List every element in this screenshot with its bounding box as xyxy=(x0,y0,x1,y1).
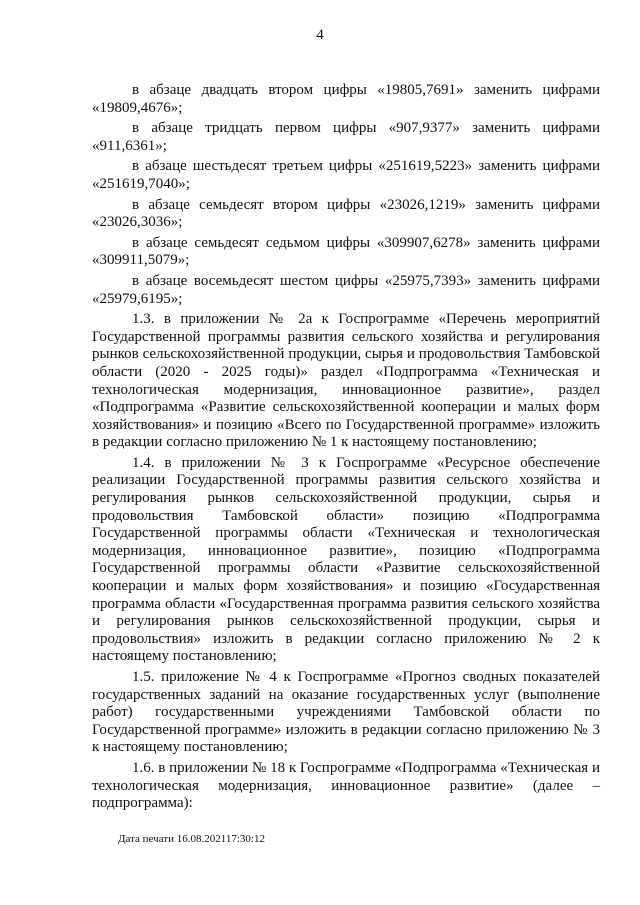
document-body xyxy=(92,82,600,816)
page-number: 4 xyxy=(316,27,324,43)
paragraph-amend-63: в абзаце шестьдесят третьем цифры «251619,5223» заменить цифрами «251619,7040»; xyxy=(92,158,600,192)
paragraph-amend-77: в абзаце семьдесят седьмом цифры «309907,6278» заменить цифрами «309911,5079»; xyxy=(92,234,600,269)
print-date-footer: Дата печати 16.08.202117:30:12 xyxy=(118,833,265,845)
paragraph-amend-86: в абзаце восемьдесят шестом цифры «25975,7393» заменить цифрами «25979,6195»; xyxy=(92,272,600,307)
paragraph-amend-31: в абзаце тридцать первом цифры «907,9377» заменить цифрами «911,6361»; xyxy=(92,120,600,154)
paragraph-1-6: 1.6. в приложении № 18 к Госпрограмме «Подпрограмма «Техническая и технологическая модернизация, инновационное развитие» (далее – подпрограмма): xyxy=(92,759,600,812)
paragraph-amend-22: в абзаце двадцать втором цифры «19805,7691» заменить цифрами «19809,4676»; xyxy=(92,82,600,116)
paragraph-amend-72: в абзаце семьдесят втором цифры «23026,1219» заменить цифрами «23026,3036»; xyxy=(92,196,600,231)
paragraph-1-3: 1.3. в приложении № 2а к Госпрограмме «Перечень мероприятий Государственной программы развития сельского хозяйства и регулирования рынков сельскохозяйственной продукции, сырья и продовольствия Тамбовской области (2020 - 2025 годы)» раздел «Подпрограмма «Техническая и технологическая модернизация, инновационное развитие», раздел «Подпрограмма «Развитие сельскохозяйственной кооперации и малых форм хозяйствования» и позицию «Всего по Государственной программе» изложить в редакции согласно приложению № 1 к настоящему постановлению; xyxy=(92,311,600,451)
paragraph-1-5: 1.5. приложение № 4 к Госпрограмме «Прогноз сводных показателей государственных заданий на оказание государственных услуг (выполнение работ) государственными учреждениями Тамбовской области по Государственной программе» изложить в редакции согласно приложению № 3 к настоящему постановлению; xyxy=(92,669,600,756)
paragraph-1-4: 1.4. в приложении № 3 к Госпрограмме «Ресурсное обеспечение реализации Государственной программы развития сельского хозяйства и регулирования рынков сельскохозяйственной продукции, сырья и продовольствия Тамбовской области» позицию «Подпрограмма Государственной программы области «Техническая и технологическая модернизация, инновационное развитие», позицию «Подпрограмма Государственной программы области «Развитие сельскохозяйственной кооперации и малых форм хозяйствования» и позицию «Государственная программа области «Государственная программа развития сельского хозяйства и регулирования рынков сельскохозяйственной продукции, сырья и продовольствия» изложить в редакции согласно приложению № 2 к настоящему постановлению; xyxy=(92,454,600,665)
